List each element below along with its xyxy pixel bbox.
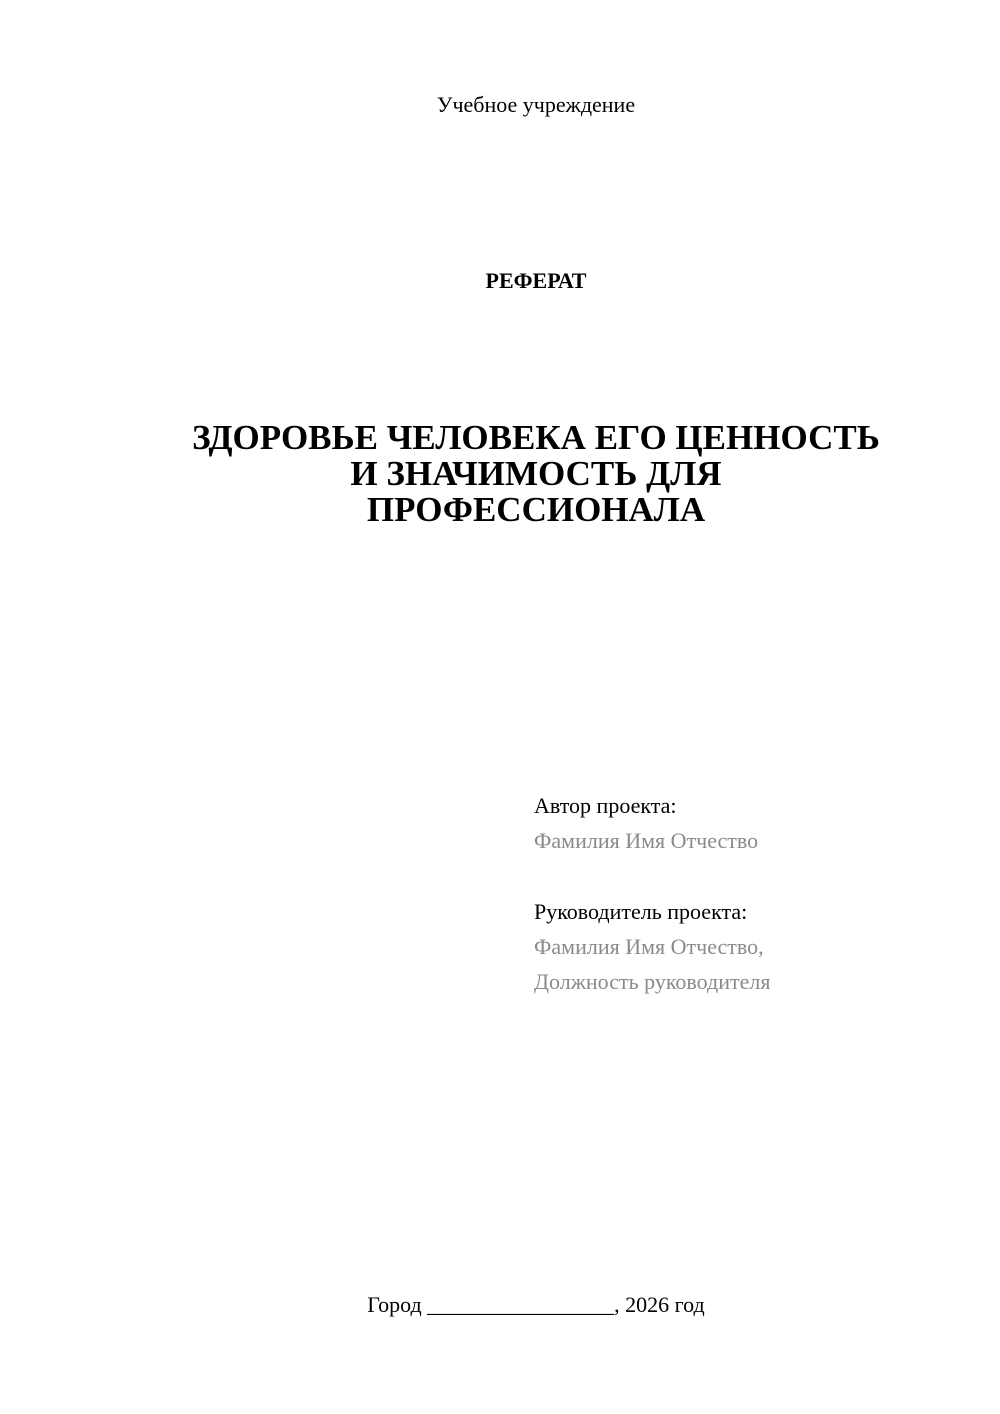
document-type: РЕФЕРАТ [485,268,587,293]
title-line-2: И ЗНАЧИМОСТЬ ДЛЯ [350,454,722,493]
institution-name: Учебное учреждение [436,92,636,117]
supervisor-position: Должность руководителя [534,969,771,994]
supervisor-label: Руководитель проекта: [534,899,748,924]
document-title [120,420,952,528]
author-name: Фамилия Имя Отчество [534,828,759,853]
credits-block [534,788,974,999]
author-label: Автор проекта: [534,793,677,818]
city-year-line: Город _________________, 2026 год [367,1292,705,1317]
credits-spacer [534,858,974,894]
title-line-3: ПРОФЕССИОНАЛА [366,490,706,529]
supervisor-name: Фамилия Имя Отчество, [534,934,764,959]
title-line-1: ЗДОРОВЬЕ ЧЕЛОВЕКА ЕГО ЦЕННОСТЬ [192,418,880,457]
